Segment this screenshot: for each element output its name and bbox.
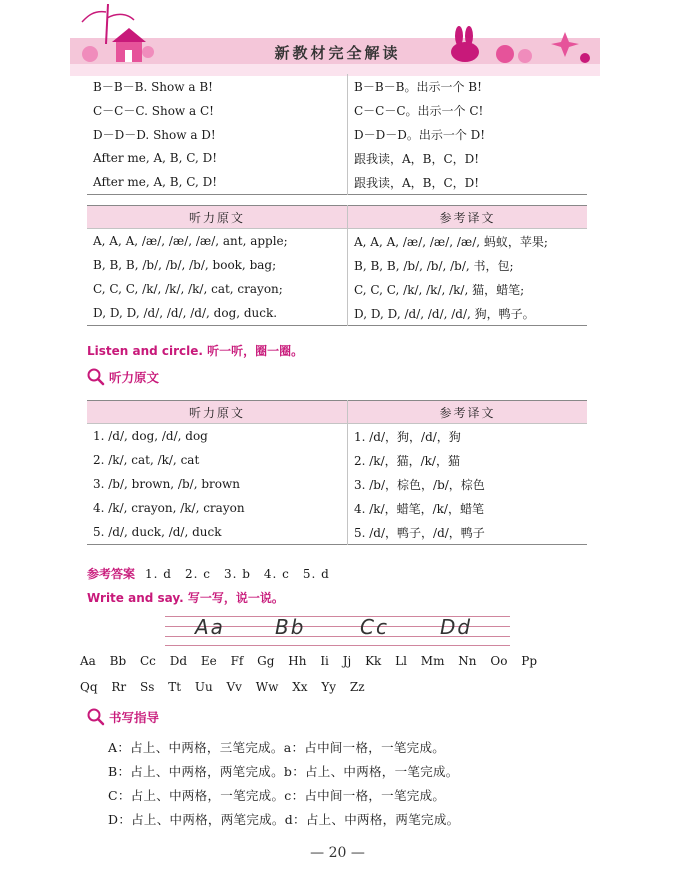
table-row <box>87 253 587 277</box>
table-cell: 1. /d/，狗，/d/，狗 <box>354 429 461 444</box>
table-cell: D, D, D, /d/, /d/, /d/, 狗，鸭子。 <box>354 306 535 321</box>
table-cell: D, D, D, /d/, /d/, /d/, dog, duck. <box>87 301 348 326</box>
letter-pair: Xx <box>292 680 308 694</box>
table-row <box>87 229 587 254</box>
column-header: 听力原文 <box>87 206 348 229</box>
alphabet-row-2 <box>80 680 375 694</box>
letter-pair: Vv <box>226 680 242 694</box>
letter-pair: Ee <box>200 654 217 668</box>
letter-pair: Hh <box>288 654 307 668</box>
answer-key <box>87 565 330 582</box>
table-header-row <box>87 401 587 424</box>
letter-pair: Uu <box>194 680 213 694</box>
listening-text-heading <box>87 368 159 386</box>
table-row <box>87 520 587 545</box>
writing-guide-line: B：占上、中两格，两笔完成。b：占上、中两格，一笔完成。 <box>108 764 459 779</box>
book-title: 新教材完全解读 <box>274 44 401 62</box>
letter-pair: Aa <box>80 654 96 668</box>
page-header <box>0 0 675 78</box>
letter-pair: Rr <box>111 680 127 694</box>
table-cell: 5. /d/, duck, /d/, duck <box>87 520 348 545</box>
answer-value: 1. d 2. c 3. b 4. c 5. d <box>145 567 330 581</box>
letter-pair: Ss <box>139 680 155 694</box>
table-cell: B, B, B, /b/, /b/, /b/, book, bag; <box>87 253 348 277</box>
table-row <box>87 424 587 449</box>
handwriting-letter-pair: Aa <box>195 615 225 639</box>
table-row <box>87 472 587 496</box>
table-cell: 跟我读，A，B，C，D! <box>354 175 480 190</box>
table-cell: 3. /b/, brown, /b/, brown <box>87 472 348 496</box>
table-cell: 5. /d/，鸭子，/d/，鸭子 <box>354 525 485 540</box>
table-cell: B－B－B. Show a B! <box>87 74 348 98</box>
table-cell: 4. /k/, crayon, /k/, crayon <box>87 496 348 520</box>
listen-circle-table <box>87 400 587 545</box>
letter-pair: Kk <box>365 654 382 668</box>
table-cell: 2. /k/, cat, /k/, cat <box>87 448 348 472</box>
table-cell: 跟我读，A，B，C，D! <box>354 151 480 166</box>
magnifier-icon <box>87 708 105 726</box>
letter-pair: Cc <box>139 654 156 668</box>
letter-pair: Bb <box>109 654 127 668</box>
table-cell: A, A, A, /æ/, /æ/, /æ/, ant, apple; <box>87 229 348 254</box>
letter-pair: Ll <box>395 654 407 668</box>
table-row <box>87 448 587 472</box>
heading-label: 听力原文 <box>109 370 160 385</box>
handwriting-letter-pair: Dd <box>440 615 473 639</box>
table-cell: 2. /k/，猫，/k/，猫 <box>354 453 460 468</box>
letter-pair: Zz <box>349 680 365 694</box>
magnifier-icon <box>87 368 105 386</box>
letter-pair: Qq <box>80 680 98 694</box>
table-row <box>87 496 587 520</box>
listen-circle-title: Listen and circle. 听一听，圈一圈。 <box>87 344 304 358</box>
alphabet-row-1 <box>80 654 547 668</box>
letter-pair: Dd <box>169 654 188 668</box>
chant-table <box>87 74 587 195</box>
writing-guide-line: A：占上、中两格，三笔完成。a：占中间一格，一笔完成。 <box>108 740 446 755</box>
table-cell: After me, A, B, C, D! <box>87 146 348 170</box>
table-cell: C－C－C. Show a C! <box>87 98 348 122</box>
table-cell: C, C, C, /k/, /k/, /k/, cat, crayon; <box>87 277 348 301</box>
table-row <box>87 98 587 122</box>
table-cell: After me, A, B, C, D! <box>87 170 348 195</box>
letter-pair: Jj <box>342 654 352 668</box>
table-row <box>87 277 587 301</box>
table-header-row <box>87 206 587 229</box>
table-row <box>87 122 587 146</box>
table-row <box>87 170 587 195</box>
column-header: 参考译文 <box>348 401 588 424</box>
handwriting-letter-pair: Cc <box>360 615 389 639</box>
phonics-table <box>87 205 587 326</box>
letter-pair: Gg <box>257 654 275 668</box>
write-say-title: Write and say. 写一写，说一说。 <box>87 591 284 605</box>
letter-pair: Tt <box>168 680 182 694</box>
letter-pair: Pp <box>521 654 538 668</box>
table-cell: B, B, B, /b/, /b/, /b/, 书，包; <box>354 258 514 273</box>
table-row <box>87 301 587 326</box>
answer-label: 参考答案 <box>87 567 136 581</box>
guide-line <box>165 645 510 646</box>
letter-pair: Ww <box>255 680 279 694</box>
heading-label: 书写指导 <box>109 710 160 725</box>
writing-guide-heading <box>87 708 159 726</box>
letter-pair: Ii <box>320 654 329 668</box>
page-number: — 20 — <box>310 845 365 861</box>
letter-pair: Mm <box>420 654 445 668</box>
table-cell: D－D－D。出示一个 D! <box>354 127 486 142</box>
letter-pair: Nn <box>458 654 477 668</box>
writing-guide-line: C：占上、中两格，一笔完成。c：占中间一格，一笔完成。 <box>108 788 446 803</box>
table-cell: C－C－C。出示一个 C! <box>354 103 484 118</box>
table-row <box>87 146 587 170</box>
table-row <box>87 74 587 98</box>
table-cell: 4. /k/，蜡笔，/k/，蜡笔 <box>354 501 484 516</box>
letter-pair: Oo <box>490 654 508 668</box>
letter-pair: Yy <box>321 680 337 694</box>
table-cell: C, C, C, /k/, /k/, /k/, 猫，蜡笔; <box>354 282 525 297</box>
letter-pair: Ff <box>230 654 244 668</box>
column-header: 听力原文 <box>87 401 348 424</box>
table-cell: 3. /b/，棕色，/b/，棕色 <box>354 477 485 492</box>
table-cell: 1. /d/, dog, /d/, dog <box>87 424 348 449</box>
table-cell: D－D－D. Show a D! <box>87 122 348 146</box>
table-cell: A, A, A, /æ/, /æ/, /æ/, 蚂蚁，苹果; <box>354 234 548 249</box>
writing-guide-line: D：占上、中两格，两笔完成。d：占上、中两格，两笔完成。 <box>108 812 460 827</box>
handwriting-lines <box>165 612 510 646</box>
handwriting-letter-pair: Bb <box>275 615 306 639</box>
column-header: 参考译文 <box>348 206 588 229</box>
table-cell: B－B－B。出示一个 B! <box>354 79 482 94</box>
